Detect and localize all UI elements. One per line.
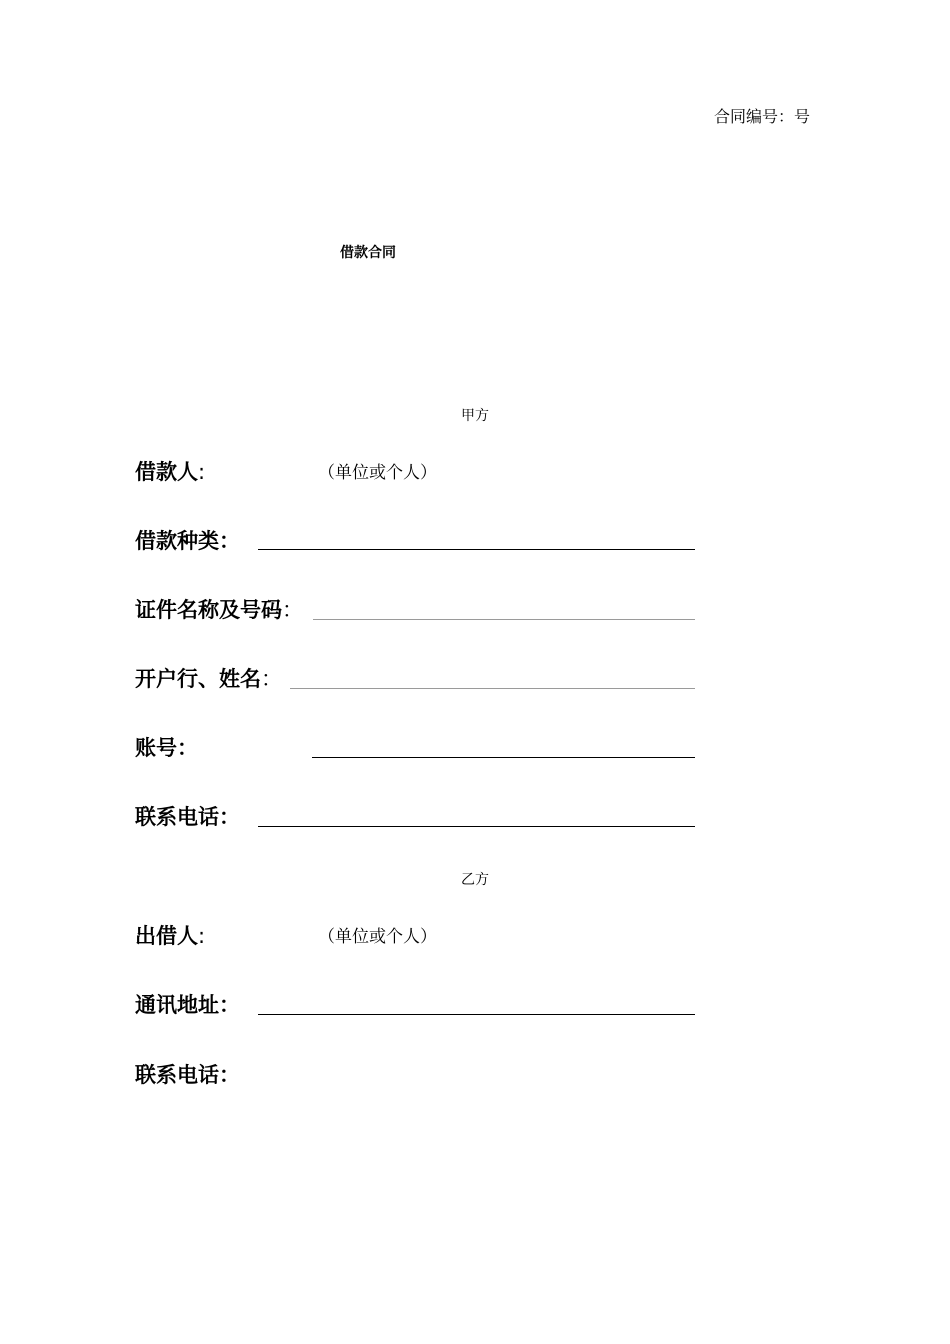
- borrower-label-text: 借款人: [135, 460, 198, 484]
- borrower-note: （单位或个人）: [318, 463, 437, 483]
- address-label: 通讯地址：: [135, 993, 240, 1017]
- lender-label-text: 出借人: [135, 924, 198, 948]
- lender-label-colon: :: [198, 924, 206, 948]
- loan-type-field-line[interactable]: [258, 549, 695, 550]
- id-field-line[interactable]: [313, 619, 695, 620]
- borrower-label: [135, 458, 205, 486]
- lender-label: [135, 922, 205, 950]
- party-a-phone-field-line[interactable]: [258, 826, 695, 827]
- address-field-line[interactable]: [258, 1014, 695, 1015]
- bank-label-colon: ：: [261, 667, 282, 691]
- borrower-label-colon: :: [198, 460, 206, 484]
- party-a-phone-label: 联系电话：: [135, 805, 240, 829]
- bank-label-text: 开户行、姓名: [135, 667, 261, 691]
- account-label: 账号：: [135, 736, 198, 760]
- account-field-line[interactable]: [312, 757, 695, 758]
- id-label: [135, 596, 303, 624]
- loan-type-label: 借款种类：: [135, 529, 240, 553]
- party-b-phone-label: 联系电话：: [135, 1063, 240, 1087]
- lender-note: （单位或个人）: [318, 927, 437, 947]
- bank-field-line[interactable]: [290, 688, 695, 689]
- bank-label: [135, 665, 282, 693]
- party-b-heading: 乙方: [461, 872, 489, 888]
- id-label-colon: ：: [282, 598, 303, 622]
- contract-number: 合同编号：号: [714, 107, 811, 126]
- document-title: 借款合同: [340, 245, 396, 261]
- id-label-text: 证件名称及号码: [135, 598, 282, 622]
- party-a-heading: 甲方: [461, 408, 489, 424]
